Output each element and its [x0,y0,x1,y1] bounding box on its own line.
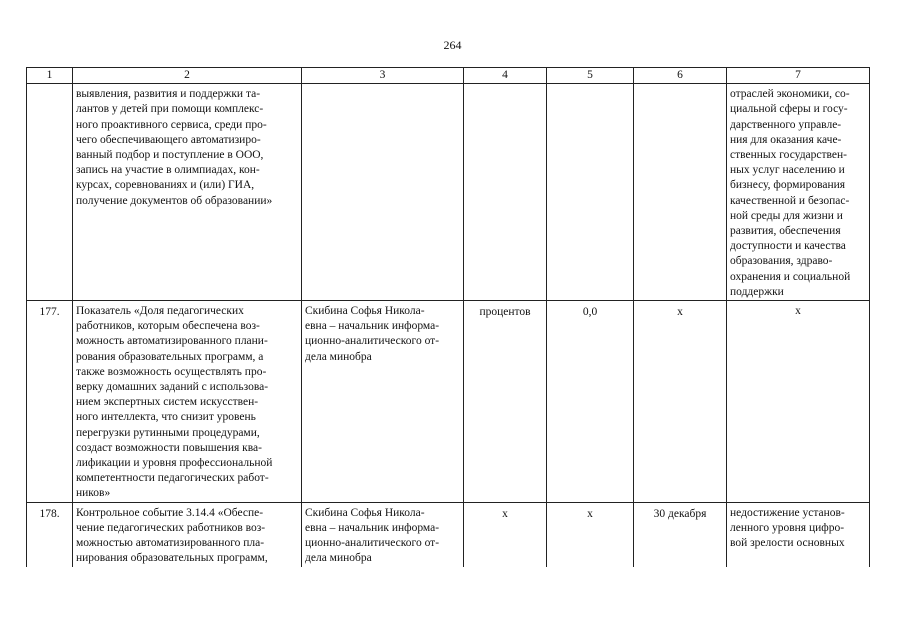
text-line: ционно-аналитического от- [305,335,440,348]
column-header: 7 [727,68,870,84]
text-line: создаст возможности повышения ква- [76,441,262,454]
row-number-cell [27,84,73,301]
text-line: Показатель «Доля педагогических [76,305,244,318]
page-number: 264 [443,38,462,52]
text-line: евна – начальник информа- [305,521,440,534]
document-table [26,67,870,567]
result-cell [727,301,870,503]
row-number-cell: 177. [27,301,73,503]
text-line: качественной и безопас- [730,194,850,207]
text-line: охранения и социальной [730,270,851,283]
column-number-header-row [27,68,870,84]
text-line: образования, здраво- [730,255,833,268]
deadline-cell: х [634,301,727,503]
text-line: доступности и качества [730,240,846,253]
text-line: можностью автоматизированного пла- [76,537,265,550]
deadline-cell: 30 декабря [634,502,727,566]
description-cell [73,301,302,503]
text-line: чение педагогических работников воз- [76,521,266,534]
table-row [27,84,870,301]
text-line: лантов у детей при помощи комплекс- [76,103,264,116]
responsible-cell [302,502,464,566]
text-line: нием экспертных систем искусствен- [76,396,259,409]
text-line: ного интеллекта, что снизит уровень [76,411,256,424]
text-line: выявления, развития и поддержки та- [76,88,261,101]
text-line: ных услуг населению и [730,164,845,177]
text-line: вой зрелости основных [730,537,845,550]
column-header: 2 [73,68,302,84]
text-line: нирования образовательных программ, [76,552,268,565]
text-line: лификации и уровня профессиональной [76,457,273,470]
text-line: Скибина Софья Никола- [305,506,425,519]
text-line: также возможность осуществлять про- [76,365,267,378]
unit-cell: процентов [464,301,547,503]
text-line: курсах, соревнованиях и (или) ГИА, [76,179,255,192]
unit-cell [464,84,547,301]
text-line: чего обеспечивающего автоматизиро- [76,133,261,146]
text-line: поддержки [730,285,784,298]
column-header: 3 [302,68,464,84]
result-cell [727,84,870,301]
description-cell [73,84,302,301]
text-line: перегрузки рутинными процедурами, [76,426,260,439]
text-line: недостижение установ- [730,506,845,519]
column-header: 1 [27,68,73,84]
column-header: 6 [634,68,727,84]
text-line: ного проактивного сервиса, среди про- [76,118,267,131]
text-line: можность автоматизированного плани- [76,335,268,348]
text-line: дела минобра [305,552,372,565]
text-line: отраслей экономики, со- [730,88,850,101]
responsible-cell [302,301,464,503]
text-line: получение документов об образовании» [76,194,273,207]
text-line: ной среды для жизни и [730,209,843,222]
text-line: ванный подбор и поступление в ООО, [76,149,264,162]
text-line: верку домашних заданий с использова- [76,381,269,394]
text-line: циальной сферы и госу- [730,103,848,116]
responsible-cell [302,84,464,301]
result-cell [727,502,870,566]
text-line: ленного уровня цифро- [730,521,845,534]
text-line: развития, обеспечения [730,225,841,238]
text-line: дела минобра [305,350,372,363]
text-line: рования образовательных программ, а [76,350,264,363]
text-line: ственных государствен- [730,149,847,162]
value-cell: 0,0 [547,301,634,503]
text-line: ния для оказания каче- [730,133,842,146]
text-line: бизнесу, формирования [730,179,846,192]
column-header: 4 [464,68,547,84]
text-line: Скибина Софья Никола- [305,305,425,318]
text-line: работников, которым обеспечена воз- [76,320,260,333]
description-cell [73,502,302,566]
value-cell [547,84,634,301]
column-header: 5 [547,68,634,84]
table-row [27,301,870,503]
text-line: ников» [76,487,111,500]
text-line: х [795,305,801,318]
unit-cell: х [464,502,547,566]
value-cell: х [547,502,634,566]
text-line: компетентности педагогических работ- [76,472,269,485]
text-line: евна – начальник информа- [305,320,440,333]
table-row [27,502,870,566]
text-line: запись на участие в олимпиадах, кон- [76,164,260,177]
row-number-cell: 178. [27,502,73,566]
deadline-cell [634,84,727,301]
text-line: ционно-аналитического от- [305,537,440,550]
text-line: дарственного управле- [730,118,842,131]
text-line: Контрольное событие 3.14.4 «Обеспе- [76,506,264,519]
